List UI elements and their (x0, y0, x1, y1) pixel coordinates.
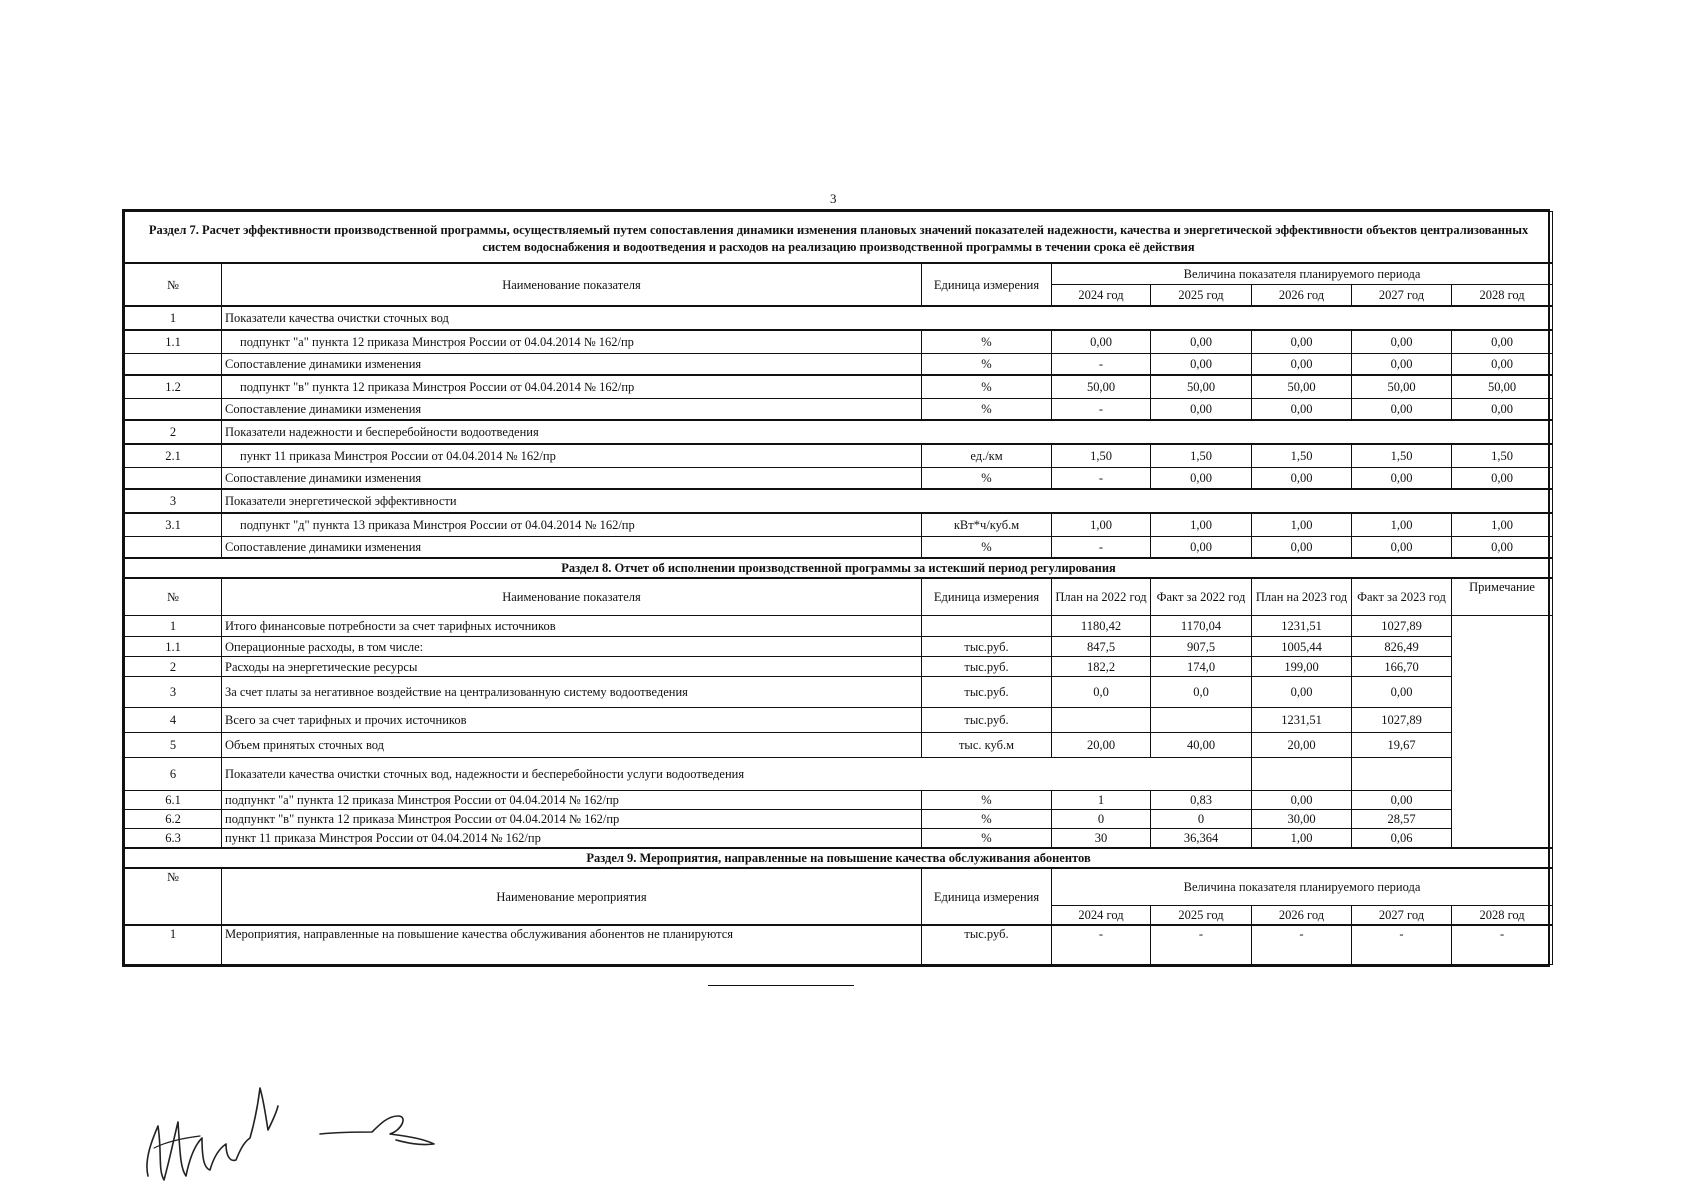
section7-data-row (125, 468, 1553, 490)
row-value: 0,00 (1352, 537, 1452, 559)
row-value: 20,00 (1052, 733, 1151, 758)
row-value: - (1352, 925, 1452, 965)
section7-group-row (125, 420, 1553, 444)
row-value: 0,00 (1252, 537, 1352, 559)
row-value: 0,00 (1151, 537, 1252, 559)
header-num: № (125, 868, 222, 925)
section8-title-row (125, 558, 1553, 578)
row-name: Расходы на энергетические ресурсы (222, 657, 922, 677)
row-num: 5 (125, 733, 222, 758)
section8-data-row (125, 616, 1553, 637)
row-value: 1231,51 (1252, 616, 1352, 637)
header-period: Величина показателя планируемого периода (1052, 868, 1553, 906)
row-value: 50,00 (1352, 375, 1452, 399)
row-unit: тыс. куб.м (922, 733, 1052, 758)
row-name: За счет платы за негативное воздействие на централизованную систему водоотведения (222, 677, 922, 708)
row-value: 0,00 (1151, 330, 1252, 354)
row-value: 0,00 (1452, 399, 1553, 421)
row-value: 0,00 (1452, 537, 1553, 559)
row-value: 1180,42 (1052, 616, 1151, 637)
row-unit: тыс.руб. (922, 708, 1052, 733)
header-note: Примечание (1452, 578, 1553, 616)
row-unit: % (922, 829, 1052, 849)
header-num: № (125, 263, 222, 306)
header-year: 2026 год (1252, 906, 1352, 926)
row-value: 1,00 (1052, 513, 1151, 537)
row-value: 0,00 (1252, 354, 1352, 376)
section8-data-row (125, 829, 1553, 849)
row-value: 1005,44 (1252, 637, 1352, 657)
group-name: Показатели надежности и бесперебойности водоотведения (222, 420, 1553, 444)
row-name: подпункт "а" пункта 12 приказа Минстроя России от 04.04.2014 № 162/пр (222, 791, 922, 810)
row-value: 1,50 (1052, 444, 1151, 468)
row-value (1151, 708, 1252, 733)
section8-data-row (125, 733, 1553, 758)
note-cell (1452, 616, 1553, 849)
section8-header-row (125, 578, 1553, 616)
row-name: пункт 11 приказа Минстроя России от 04.04.2014 № 162/пр (222, 444, 922, 468)
section7-data-row (125, 537, 1553, 559)
section7-title: Раздел 7. Расчет эффективности производственной программы, осуществляемый путем сопоставления динамики изменения плановых значений показателей надежности, качества и энергетической эффективности объектов централизованных систем водоснабжения и водоотведения и расходов на реализацию производственной программы в течении срока её действия (125, 212, 1553, 264)
row-value: 0,00 (1252, 330, 1352, 354)
row-value-empty (1352, 758, 1452, 791)
header-year: 2025 год (1151, 906, 1252, 926)
row-num: 4 (125, 708, 222, 733)
row-num: 6.2 (125, 810, 222, 829)
row-unit: тыс.руб. (922, 925, 1052, 965)
group-name: Показатели энергетической эффективности (222, 489, 1553, 513)
row-value: 0,00 (1151, 399, 1252, 421)
row-name: Итого финансовые потребности за счет тарифных источников (222, 616, 922, 637)
row-value: 826,49 (1352, 637, 1452, 657)
row-num: 6.1 (125, 791, 222, 810)
row-value: 0,00 (1452, 468, 1553, 490)
row-num: 1 (125, 616, 222, 637)
row-name: Объем принятых сточных вод (222, 733, 922, 758)
row-value: 1 (1052, 791, 1151, 810)
section7-data-row (125, 399, 1553, 421)
row-value: 0,00 (1252, 468, 1352, 490)
row-unit: % (922, 399, 1052, 421)
row-value: 1170,04 (1151, 616, 1252, 637)
section8-data-row (125, 637, 1553, 657)
row-value: 19,67 (1352, 733, 1452, 758)
row-num (125, 537, 222, 559)
row-value: 0,00 (1352, 330, 1452, 354)
row-value-empty (1252, 758, 1352, 791)
row-num: 3.1 (125, 513, 222, 537)
row-value: 1,00 (1452, 513, 1553, 537)
row-value: 28,57 (1352, 810, 1452, 829)
row-value: 36,364 (1151, 829, 1252, 849)
row-value: 199,00 (1252, 657, 1352, 677)
group-name: Показатели качества очистки сточных вод, надежности и бесперебойности услуги водоотведения (222, 758, 1252, 791)
row-name: Операционные расходы, в том числе: (222, 637, 922, 657)
row-value: 0,00 (1052, 330, 1151, 354)
row-value: - (1151, 925, 1252, 965)
row-value: 0,00 (1252, 677, 1352, 708)
row-value: 0,00 (1352, 399, 1452, 421)
row-value: 0,00 (1352, 791, 1452, 810)
row-value: 174,0 (1151, 657, 1252, 677)
row-value: 1,00 (1252, 513, 1352, 537)
report-table-frame (122, 209, 1550, 967)
handwritten-signature-2 (318, 1108, 448, 1150)
section8-data-row (125, 791, 1553, 810)
row-unit (922, 616, 1052, 637)
row-value: 1,50 (1452, 444, 1553, 468)
row-num (125, 399, 222, 421)
header-fact-2023: Факт за 2023 год (1352, 578, 1452, 616)
row-unit: % (922, 330, 1052, 354)
row-unit: тыс.руб. (922, 637, 1052, 657)
row-value: - (1452, 925, 1553, 965)
row-value: - (1052, 537, 1151, 559)
section9-title-row (125, 848, 1553, 868)
section8-title: Раздел 8. Отчет об исполнении производственной программы за истекший период регулирования (125, 558, 1553, 578)
row-num: 2 (125, 657, 222, 677)
section8-data-row (125, 708, 1553, 733)
header-name: Наименование мероприятия (222, 868, 922, 925)
row-unit: ед./км (922, 444, 1052, 468)
header-year: 2026 год (1252, 285, 1352, 307)
row-value: 0,00 (1151, 468, 1252, 490)
section7-header-row (125, 263, 1553, 285)
row-value: 1,00 (1352, 513, 1452, 537)
section7-title-row (125, 212, 1553, 264)
row-value: 0,83 (1151, 791, 1252, 810)
row-value: 166,70 (1352, 657, 1452, 677)
header-fact-2022: Факт за 2022 год (1151, 578, 1252, 616)
row-value: 0,00 (1151, 354, 1252, 376)
header-name: Наименование показателя (222, 263, 922, 306)
row-unit: % (922, 810, 1052, 829)
row-value: 1,50 (1252, 444, 1352, 468)
row-value (1052, 708, 1151, 733)
section7-group-row (125, 306, 1553, 330)
row-value: 0,0 (1052, 677, 1151, 708)
section8-data-row (125, 677, 1553, 708)
header-unit: Единица измерения (922, 578, 1052, 616)
row-value: 0,00 (1452, 330, 1553, 354)
row-num: 6 (125, 758, 222, 791)
row-value: 40,00 (1151, 733, 1252, 758)
row-name: Сопоставление динамики изменения (222, 354, 922, 376)
row-num (125, 354, 222, 376)
header-year: 2024 год (1052, 285, 1151, 307)
row-name: Мероприятия, направленные на повышение качества обслуживания абонентов не планируются (222, 925, 922, 965)
row-unit: % (922, 468, 1052, 490)
row-unit: % (922, 375, 1052, 399)
header-unit: Единица измерения (922, 263, 1052, 306)
row-name: Всего за счет тарифных и прочих источников (222, 708, 922, 733)
row-value: - (1052, 925, 1151, 965)
header-unit: Единица измерения (922, 868, 1052, 925)
row-value: 0,06 (1352, 829, 1452, 849)
header-year: 2025 год (1151, 285, 1252, 307)
row-value: 1,50 (1151, 444, 1252, 468)
header-year: 2024 год (1052, 906, 1151, 926)
row-value: 182,2 (1052, 657, 1151, 677)
handwritten-signature (140, 1052, 290, 1192)
row-value: 0,0 (1151, 677, 1252, 708)
row-num: 2 (125, 420, 222, 444)
section7-data-row (125, 513, 1553, 537)
row-num: 1.1 (125, 637, 222, 657)
row-value: 0,00 (1352, 677, 1452, 708)
row-value: - (1052, 468, 1151, 490)
row-value: 1027,89 (1352, 708, 1452, 733)
row-num: 6.3 (125, 829, 222, 849)
row-name: Сопоставление динамики изменения (222, 468, 922, 490)
section8-data-row (125, 810, 1553, 829)
row-unit: кВт*ч/куб.м (922, 513, 1052, 537)
section7-data-row (125, 354, 1553, 376)
row-value: - (1052, 399, 1151, 421)
row-value: 0,00 (1252, 791, 1352, 810)
row-name: Сопоставление динамики изменения (222, 537, 922, 559)
row-value: 1231,51 (1252, 708, 1352, 733)
header-plan-2022: План на 2022 год (1052, 578, 1151, 616)
row-unit: тыс.руб. (922, 657, 1052, 677)
row-value: - (1252, 925, 1352, 965)
row-num: 3 (125, 677, 222, 708)
row-num (125, 468, 222, 490)
section9-header-row (125, 868, 1553, 906)
section7-data-row (125, 330, 1553, 354)
row-unit: % (922, 354, 1052, 376)
header-plan-2023: План на 2023 год (1252, 578, 1352, 616)
header-name: Наименование показателя (222, 578, 922, 616)
row-value: 1,50 (1352, 444, 1452, 468)
row-value: 847,5 (1052, 637, 1151, 657)
group-name: Показатели качества очистки сточных вод (222, 306, 1553, 330)
footer-rule (708, 985, 854, 986)
row-num: 1.2 (125, 375, 222, 399)
row-value: 0 (1052, 810, 1151, 829)
row-value: 907,5 (1151, 637, 1252, 657)
row-value: 0 (1151, 810, 1252, 829)
row-num: 2.1 (125, 444, 222, 468)
header-year: 2028 год (1452, 906, 1553, 926)
section7-data-row (125, 444, 1553, 468)
row-name: подпункт "в" пункта 12 приказа Минстроя России от 04.04.2014 № 162/пр (222, 375, 922, 399)
row-value: 0,00 (1252, 399, 1352, 421)
report-table (124, 211, 1553, 965)
row-unit: % (922, 537, 1052, 559)
row-value: 50,00 (1052, 375, 1151, 399)
row-value: - (1052, 354, 1151, 376)
header-year: 2028 год (1452, 285, 1553, 307)
row-unit: тыс.руб. (922, 677, 1052, 708)
row-value: 1027,89 (1352, 616, 1452, 637)
row-num: 1 (125, 306, 222, 330)
section9-data-row (125, 925, 1553, 965)
header-num: № (125, 578, 222, 616)
row-value: 0,00 (1452, 354, 1553, 376)
row-value: 1,00 (1252, 829, 1352, 849)
row-value: 0,00 (1352, 468, 1452, 490)
row-value: 1,00 (1151, 513, 1252, 537)
row-num: 3 (125, 489, 222, 513)
row-value: 20,00 (1252, 733, 1352, 758)
section7-data-row (125, 375, 1553, 399)
row-num: 1.1 (125, 330, 222, 354)
row-num: 1 (125, 925, 222, 965)
section8-data-row (125, 758, 1553, 791)
row-value: 30 (1052, 829, 1151, 849)
row-name: подпункт "д" пункта 13 приказа Минстроя России от 04.04.2014 № 162/пр (222, 513, 922, 537)
header-period: Величина показателя планируемого периода (1052, 263, 1553, 285)
row-value: 50,00 (1151, 375, 1252, 399)
page-number: 3 (830, 191, 837, 206)
row-value: 50,00 (1452, 375, 1553, 399)
header-year: 2027 год (1352, 906, 1452, 926)
header-year: 2027 год (1352, 285, 1452, 307)
row-value: 50,00 (1252, 375, 1352, 399)
row-name: пункт 11 приказа Минстроя России от 04.04.2014 № 162/пр (222, 829, 922, 849)
row-name: подпункт "в" пункта 12 приказа Минстроя России от 04.04.2014 № 162/пр (222, 810, 922, 829)
section9-title: Раздел 9. Мероприятия, направленные на повышение качества обслуживания абонентов (125, 848, 1553, 868)
row-value: 30,00 (1252, 810, 1352, 829)
row-unit: % (922, 791, 1052, 810)
row-name: Сопоставление динамики изменения (222, 399, 922, 421)
section7-group-row (125, 489, 1553, 513)
row-name: подпункт "а" пункта 12 приказа Минстроя России от 04.04.2014 № 162/пр (222, 330, 922, 354)
row-value: 0,00 (1352, 354, 1452, 376)
section8-data-row (125, 657, 1553, 677)
